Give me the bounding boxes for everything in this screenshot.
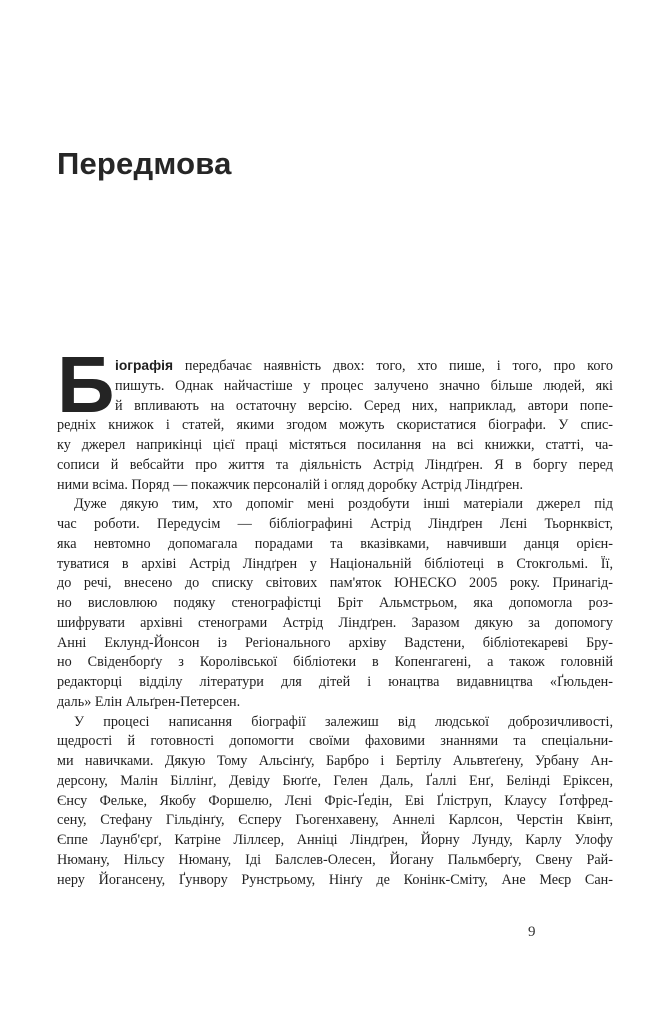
paragraph — [57, 713, 613, 891]
text-line: Єнсу Фельке, Якобу Форшелю, Лєні Фріс-Ґедін, Еві Ґліструп, Клаусу Ґотфред- — [57, 792, 613, 809]
text-line: час роботи. Передусім — бібліографині Астрід Ліндґрен Лєні Тьорнквіст, — [57, 516, 613, 532]
text-line: Анні Еклунд-Йонсон із Регіонального архіву Вадстени, бібліотекареві Бру- — [57, 634, 613, 651]
text-line: дерсону, Малін Біллінґ, Девіду Бюґґе, Гелен Даль, Ґаллі Енґ, Белінді Еріксен, — [57, 772, 613, 789]
text-line: редніх книжок і статей, якими згодом можуть скористатися біографи. У спис- — [57, 417, 613, 434]
text-line: ку джерел наприкінці цієї праці містяться посилання на всі книжки, статті, ча- — [57, 437, 613, 453]
chapter-title: Передмова — [57, 146, 232, 181]
paragraph — [57, 495, 613, 712]
text-line: редакторці відділу літератури для дітей і юнацтва видавництва «Ґюльден- — [57, 674, 613, 690]
text-line: щедрості й готовності допомогти своїми фаховими знаннями та спеціальни- — [57, 733, 613, 750]
text-line: сену, Стефану Гільдінґу, Єсперу Гьогенхавену, Аннелі Карлсон, Черстін Квінт, — [57, 812, 613, 829]
text-line: ними всіма. Поряд — покажчик персоналій і огляд доробку Астрід Ліндґрен. — [57, 476, 524, 493]
drop-cap: Б — [57, 340, 115, 429]
text-line: туватися в архіві Астрід Ліндґрен у Національній бібліотеці в Стокгольмі. Її, — [57, 555, 613, 572]
text-line: но Свіденборґу з Королівської бібліотеки в Копенгагені, а також головній — [57, 654, 613, 671]
text-line: У процесі написання біографії залежиш від людської доброзичливості, — [74, 713, 613, 730]
text-line: Єппе Лаунб'єрґ, Катріне Ліллєер, Анніці Ліндґрен, Йорну Лунду, Карлу Улофу — [57, 832, 613, 848]
paragraph — [57, 340, 613, 495]
text-line: неру Йогансену, Ґунвору Рунстрьому, Нінґу де Конінк-Сміту, Ане Меєр Сан- — [57, 871, 613, 888]
body-text — [57, 340, 613, 890]
text-line: яка невтомно допомагала порадами та вказівками, навчивши данця орієн- — [57, 535, 613, 552]
page-number: 9 — [528, 924, 536, 940]
text-line: до речі, внесено до списку світових пам'яток ЮНЕСКО 2005 року. Принагід- — [57, 575, 613, 592]
text-line: й впливають на остаточну версію. Серед них, наприклад, автори попе- — [115, 397, 613, 414]
text-line: но висловлюю подяку стенографістці Бріт Альмстрьом, яка допомогла роз- — [57, 595, 613, 611]
text-line: даль» Елін Альґрен-Петерсен. — [57, 693, 241, 710]
text-line: іографія передбачає наявність двох: того, хто пише, і того, про кого — [115, 358, 613, 374]
text-line: ми навичками. Дякую Тому Альсінґу, Барбро і Бертілу Альвтеґену, Урбану Ан- — [57, 753, 613, 769]
text-line: пишуть. Однак найчастіше у процес залучено значно більше людей, які — [115, 377, 613, 394]
text-line: Дуже дякую тим, хто допоміг мені роздобути інші матеріали джерел під — [74, 496, 613, 513]
text-line: сописи й вебсайти про життя та діяльність Астрід Ліндґрен. Я в боргу перед — [57, 456, 613, 473]
text-line: шифрувати архівні стенограми Астрід Ліндґрен. Заразом дякую за допомогу — [57, 614, 613, 631]
lead-word: іографія — [115, 358, 174, 373]
text-line: Нюману, Нільсу Нюману, Іді Балслев-Олесен, Йогану Пальмберґу, Свену Рай- — [57, 851, 613, 868]
